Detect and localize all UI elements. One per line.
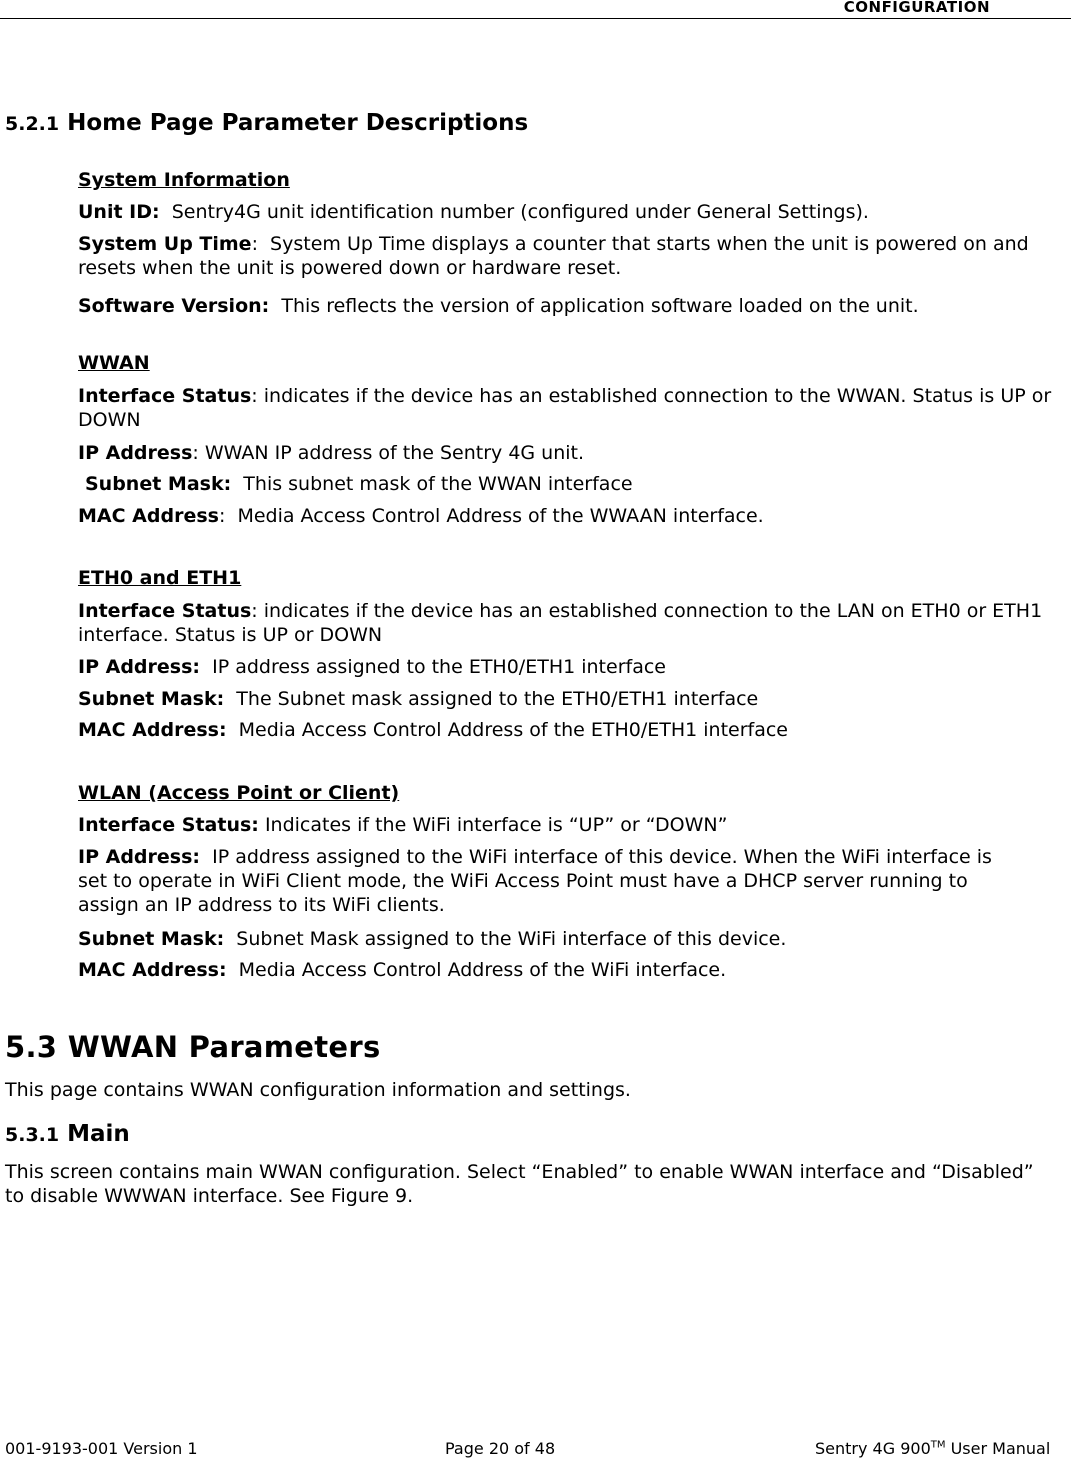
section-5-3-intro: This page contains WWAN configuration information and settings. [5,1079,631,1101]
entry-label: MAC Address [78,505,219,527]
section-number: 5.2.1 [5,113,60,135]
section-title: Main [67,1121,130,1147]
section-heading-5-3-1 [5,1121,130,1147]
section-title: Home Page Parameter Descriptions [67,110,529,136]
entry-text: IP address assigned to the WiFi interface of this device. When the WiFi interface is set to operate in WiFi Client mode, the WiFi Access Point must have a DHCP server running to assign an IP address to its WiFi clients. [78,846,992,916]
section-number: 5.3 [5,1030,58,1064]
entry-label: Subnet Mask: [78,688,225,710]
footer-trademark: TM [930,1439,946,1451]
entry-label: Interface Status [78,385,252,407]
section-number: 5.3.1 [5,1124,60,1146]
entry-software-version [78,294,1068,318]
entry-label: MAC Address: [78,959,227,981]
entry-wlan-subnet-mask [78,927,1068,951]
entry-eth-subnet-mask [78,687,1068,711]
entry-text: Media Access Control Address of the WiFi interface. [238,959,727,981]
entry-wwan-mac-address: MAC Address: Media Access Control Address of the WWAAN interface. [78,505,764,527]
entry-text: indicates if the device has an established connection to the WWAN. Status is UP or DOWN [78,385,1052,431]
footer-doc-number: 001-9193-001 Version 1 [5,1439,198,1458]
entry-eth-mac-address [78,718,1068,742]
footer-product-name: Sentry 4G 900 [815,1439,931,1458]
entry-label: Subnet Mask: [85,473,232,495]
footer-product [815,1439,1050,1458]
entry-system-up-time: System Up Time: System Up Time displays a counter that starts when the unit is powered on and resets when the unit is powered down or hardware reset. [78,233,1029,279]
entry-text: Media Access Control Address of the ETH0/ETH1 interface [238,719,788,741]
entry-text: Sentry4G unit identification number (configured under General Settings). [171,201,869,223]
section-heading-5-2-1 [5,110,528,136]
page-header-title: CONFIGURATION [843,0,990,16]
entry-label: Interface Status: [78,814,259,836]
subheading-wwan: WWAN [78,352,150,374]
entry-text: Media Access Control Address of the WWAAN interface. [237,505,764,527]
footer-page-number: Page 20 of 48 [445,1439,556,1458]
entry-wwan-subnet-mask [85,472,1071,496]
section-title: WWAN Parameters [67,1030,381,1064]
entry-text: This subnet mask of the WWAN interface [243,473,633,495]
entry-label: Interface Status [78,600,252,622]
entry-wlan-interface-status [78,813,1068,837]
entry-label: IP Address: [78,656,200,678]
entry-text: This reflects the version of application software loaded on the unit. [281,295,919,317]
subheading-wlan: WLAN (Access Point or Client) [78,782,400,804]
entry-text: IP address assigned to the ETH0/ETH1 interface [212,656,666,678]
entry-label: Software Version: [78,295,270,317]
entry-text: WWAN IP address of the Sentry 4G unit. [204,442,585,464]
header-rule [0,18,1071,19]
entry-text: indicates if the device has an established connection to the LAN on ETH0 or ETH1 interface. Status is UP or DOWN [78,600,1043,646]
subheading-system-information: System Information [78,169,290,191]
entry-wlan-mac-address [78,958,1068,982]
entry-eth-ip-address [78,655,1068,679]
entry-label: Subnet Mask: [78,928,225,950]
entry-wwan-interface-status: Interface Status: indicates if the device has an established connection to the WWAN. Status is UP or DOWN [78,385,1052,431]
entry-wlan-ip-address [78,845,1008,917]
entry-eth-interface-status: Interface Status: indicates if the device has an established connection to the LAN on ETH0 or ETH1 interface. Status is UP or DOWN [78,600,1043,646]
subheading-eth: ETH0 and ETH1 [78,567,242,589]
entry-label: Unit ID: [78,201,160,223]
entry-text: Indicates if the WiFi interface is “UP” or “DOWN” [264,814,728,836]
entry-label: IP Address: [78,846,200,868]
entry-wwan-ip-address: IP Address: WWAN IP address of the Sentry 4G unit. [78,442,585,464]
entry-text: System Up Time displays a counter that starts when the unit is powered on and resets when the unit is powered down or hardware reset. [78,233,1029,279]
entry-text: Subnet Mask assigned to the WiFi interface of this device. [236,928,787,950]
entry-text: The Subnet mask assigned to the ETH0/ETH1 interface [236,688,759,710]
entry-label: IP Address [78,442,193,464]
section-5-3-1-text: This screen contains main WWAN configuration. Select “Enabled” to enable WWAN interface and “Disabled” to disable WWWAN interface. See Figure 9. [5,1161,1034,1207]
footer-manual: User Manual [945,1439,1051,1458]
section-heading-5-3 [5,1030,381,1064]
entry-unit-id [78,200,1068,224]
entry-label: System Up Time [78,233,252,255]
entry-label: MAC Address: [78,719,227,741]
